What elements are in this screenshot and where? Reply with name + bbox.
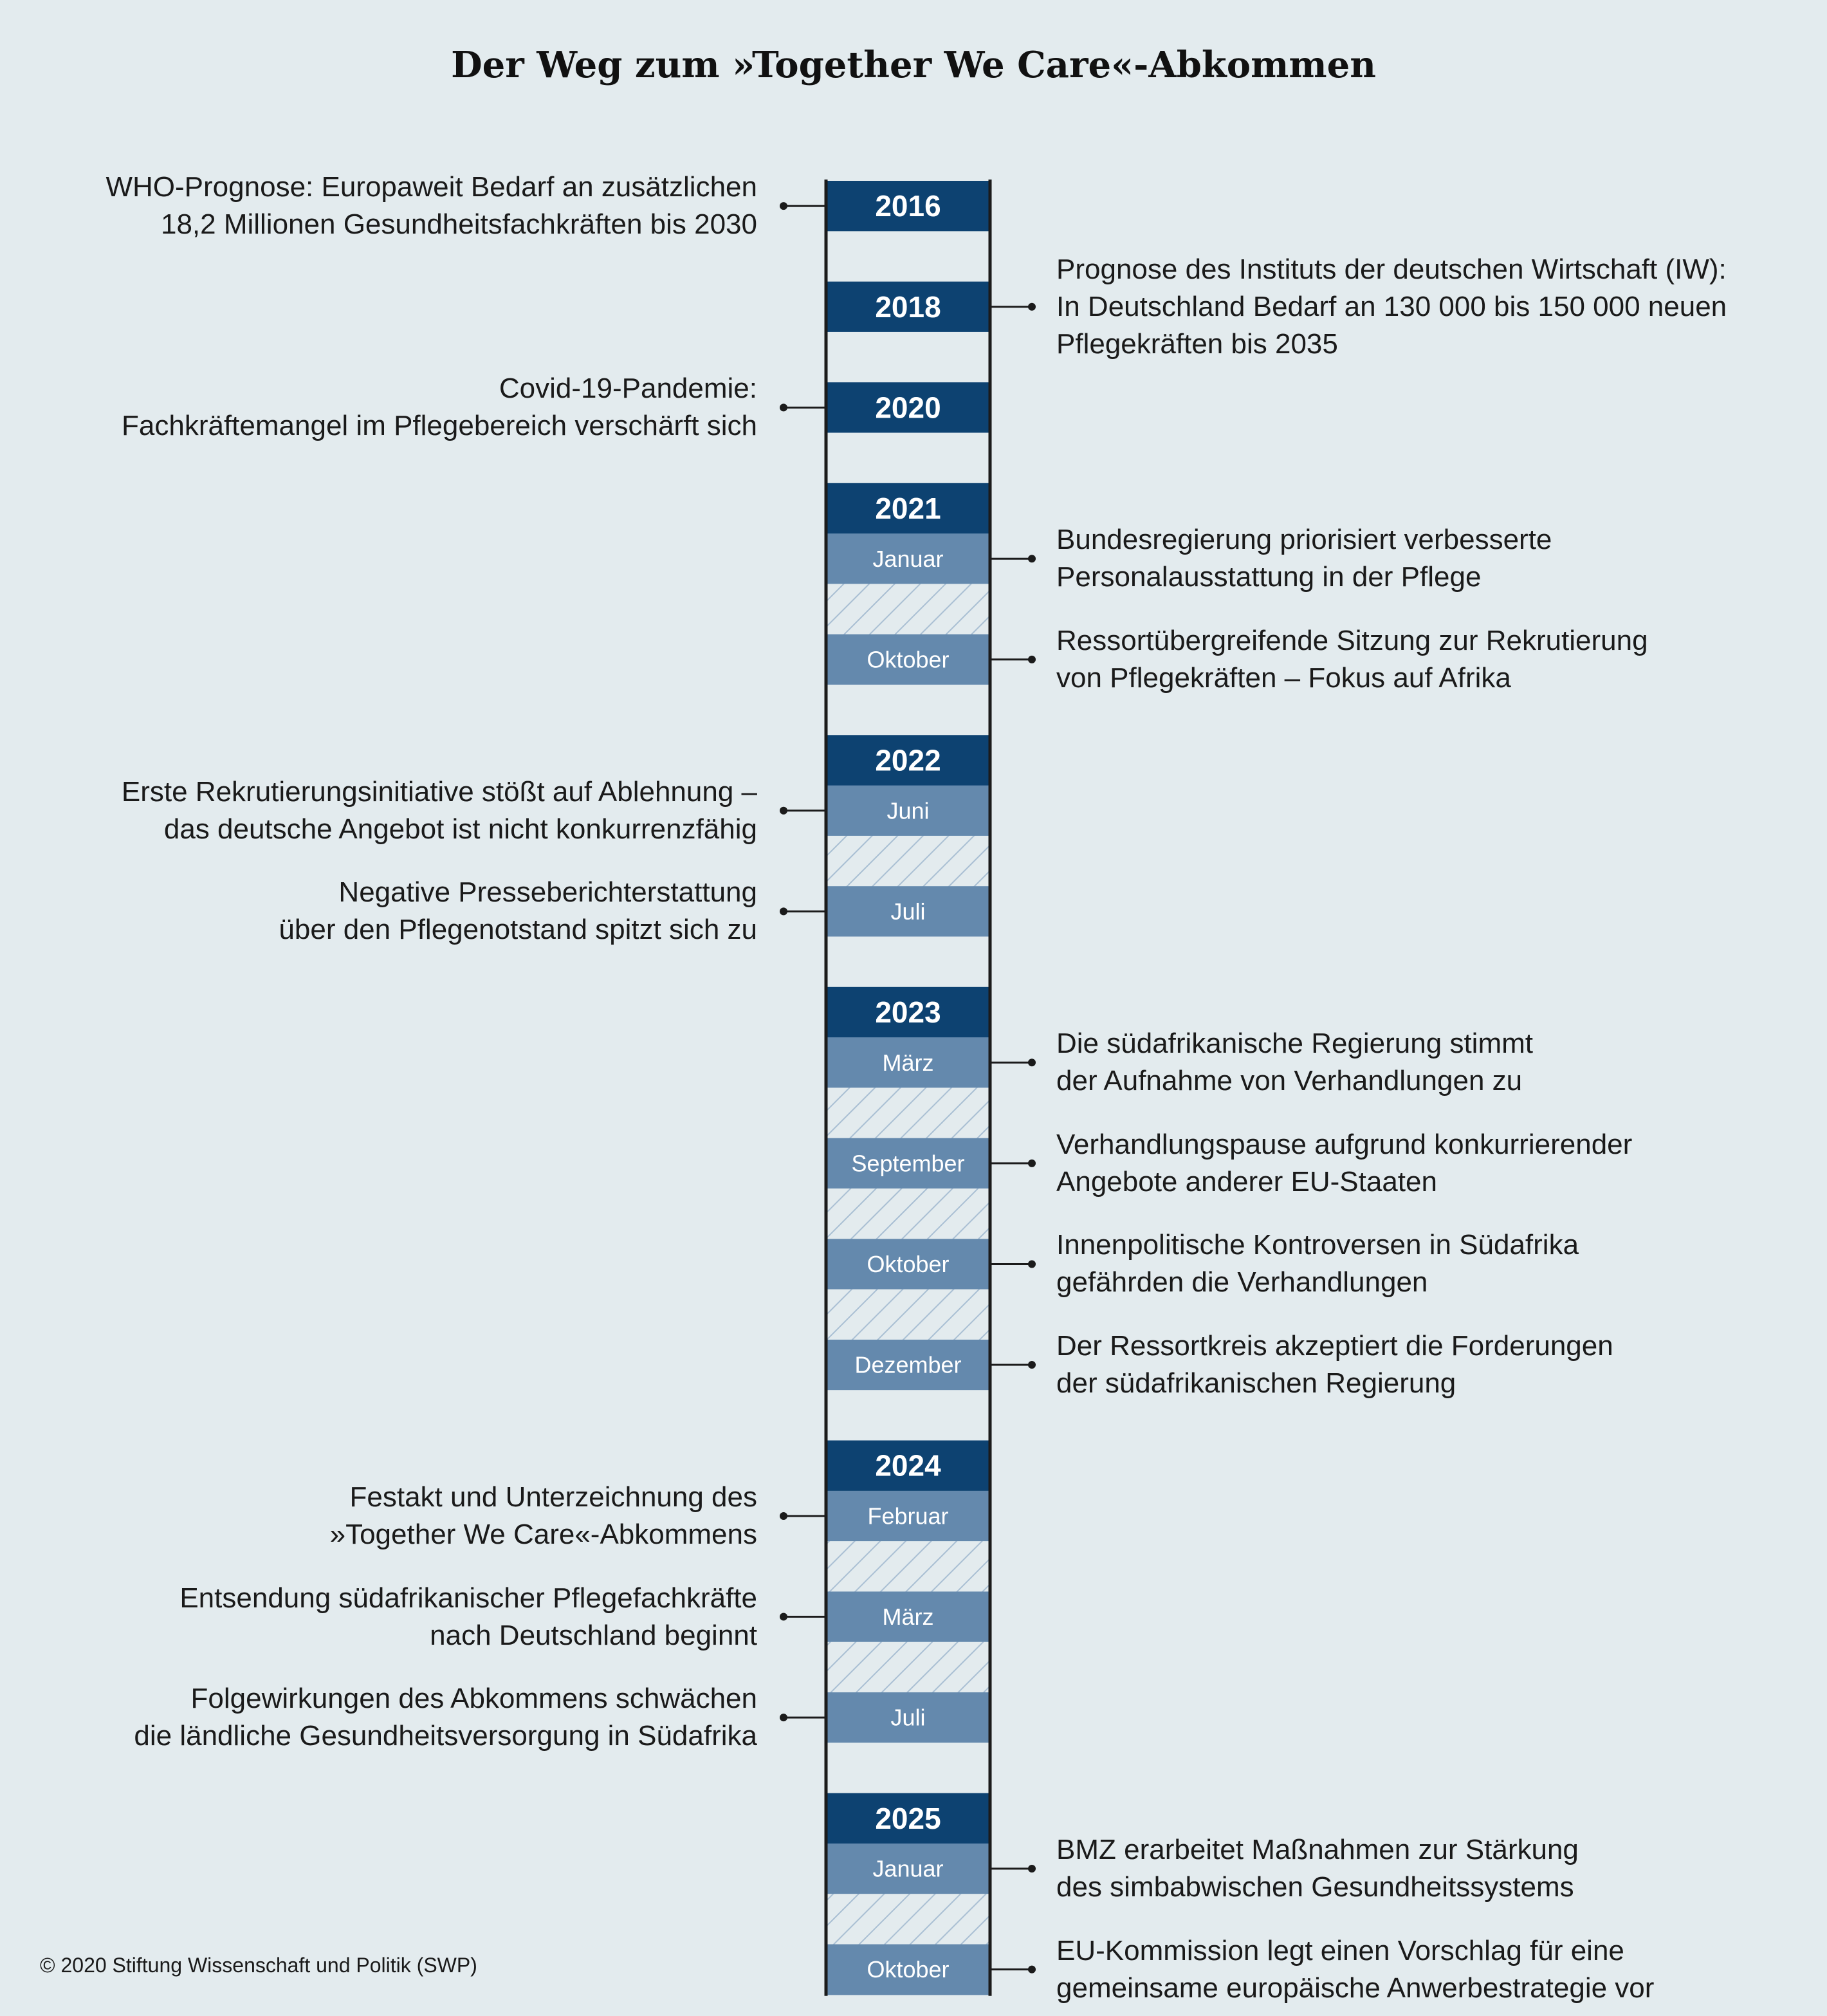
event-text [1056, 1327, 1613, 1402]
hatched-gap [826, 1290, 990, 1340]
hatched-gap [826, 1894, 990, 1945]
event-text-line: die ländliche Gesundheitsversorgung in Südafrika [134, 1720, 757, 1752]
event-text-line: Prognose des Instituts der deutschen Wirtschaft (IW): [1056, 254, 1727, 285]
event-text [279, 874, 757, 948]
year-label: 2022 [875, 743, 941, 777]
connector-dot [780, 202, 787, 210]
event-text-line: gemeinsame europäische Anwerbestrategie vor [1056, 1972, 1655, 2004]
event-text [122, 773, 757, 848]
month-label: März [882, 1049, 934, 1076]
event-text-line: EU-Kommission legt einen Vorschlag für eine [1056, 1935, 1624, 1966]
hatched-gap [826, 1642, 990, 1693]
event-text-line: von Pflegekräften – Fokus auf Afrika [1056, 662, 1511, 694]
year-label: 2024 [875, 1448, 941, 1483]
event-text-line: gefährden die Verhandlungen [1056, 1266, 1428, 1298]
timeline-blocks [826, 181, 990, 1995]
event-text-line: über den Pflegenotstand spitzt sich zu [279, 914, 757, 945]
copyright-footer: © 2020 Stiftung Wissenschaft und Politik (SWP) [40, 1954, 477, 1977]
event-text-line: der südafrikanischen Regierung [1056, 1367, 1456, 1399]
event-text-line: Pflegekräften bis 2035 [1056, 328, 1338, 360]
event-text [179, 1580, 757, 1654]
connector-dot [1028, 1059, 1036, 1066]
event-text-line: Innenpolitische Kontroversen in Südafrika [1056, 1229, 1579, 1261]
event-text-line: der Aufnahme von Verhandlungen zu [1056, 1065, 1523, 1096]
event-text-line: 18,2 Millionen Gesundheitsfachkräften bis 2030 [160, 208, 757, 240]
event-text-line: Ressortübergreifende Sitzung zur Rekrutierung [1056, 625, 1648, 656]
year-label: 2023 [875, 995, 941, 1029]
month-label: Dezember [854, 1351, 962, 1378]
page-title: Der Weg zum »Together We Care«-Abkommen [451, 44, 1376, 86]
event-text-line: das deutsche Angebot ist nicht konkurrenzfähig [163, 813, 757, 845]
month-label: Oktober [867, 646, 950, 673]
spacer-gap [826, 433, 990, 484]
month-label: Oktober [867, 1250, 950, 1277]
event-text-line: Covid-19-Pandemie: [499, 373, 757, 404]
connector-dot [1028, 656, 1036, 663]
hatched-gap [826, 1188, 990, 1239]
spacer-gap [826, 937, 990, 988]
connector-dot [1028, 1160, 1036, 1167]
connector-dot [1028, 1260, 1036, 1268]
connector-dot [780, 1512, 787, 1520]
month-label: September [851, 1150, 965, 1177]
spacer-gap [826, 231, 990, 282]
month-label: März [882, 1604, 934, 1631]
event-text-line: Fachkräftemangel im Pflegebereich verschärft sich [122, 410, 757, 441]
month-label: Juni [886, 797, 930, 824]
connector-dot [1028, 1865, 1036, 1873]
month-label: Januar [872, 545, 944, 572]
hatched-gap [826, 836, 990, 887]
event-text-line: Negative Presseberichterstattung [338, 876, 757, 908]
event-text-line: nach Deutschland beginnt [430, 1620, 757, 1651]
event-text-line: Personalausstattung in der Pflege [1056, 561, 1482, 593]
year-label: 2016 [875, 189, 941, 223]
connector-dot [1028, 1966, 1036, 1974]
hatched-gap [826, 584, 990, 634]
event-text [1056, 1025, 1533, 1100]
spacer-gap [826, 1390, 990, 1441]
connector-dot [1028, 555, 1036, 562]
year-label: 2021 [875, 491, 941, 525]
connector-dot [1028, 303, 1036, 311]
event-text-line: WHO-Prognose: Europaweit Bedarf an zusätzlichen [106, 171, 757, 203]
event-text-line: Verhandlungspause aufgrund konkurrierender [1056, 1129, 1633, 1160]
event-text [134, 1680, 757, 1755]
event-text-line: In Deutschland Bedarf an 130 000 bis 150 000 neuen [1056, 291, 1727, 322]
event-text-line: Der Ressortkreis akzeptiert die Forderungen [1056, 1330, 1613, 1362]
event-text-line: Bundesregierung priorisiert verbesserte [1056, 524, 1552, 555]
event-text [122, 370, 757, 445]
event-text-line: des simbabwischen Gesundheitssystems [1056, 1871, 1574, 1903]
event-text [106, 169, 758, 243]
event-text-line: Festakt und Unterzeichnung des [349, 1481, 757, 1513]
month-label: Juli [890, 898, 926, 925]
event-text [1056, 251, 1727, 363]
event-text [1056, 1226, 1579, 1301]
spacer-gap [826, 332, 990, 383]
month-label: Februar [867, 1503, 949, 1530]
connector-dot [780, 403, 787, 411]
event-text-line: Entsendung südafrikanischer Pflegefachkräfte [179, 1582, 757, 1614]
event-text [1056, 521, 1552, 596]
event-text [1056, 1831, 1579, 1906]
connector-dot [1028, 1361, 1036, 1369]
connector-dot [780, 907, 787, 915]
month-label: Juli [890, 1704, 926, 1731]
event-text-line: Folgewirkungen des Abkommens schwächen [190, 1683, 757, 1714]
event-text [1056, 1932, 1654, 2007]
event-text [330, 1479, 757, 1553]
connector-dot [780, 1714, 787, 1721]
spacer-gap [826, 685, 990, 735]
connector-dot [780, 807, 787, 815]
event-text-line: BMZ erarbeitet Maßnahmen zur Stärkung [1056, 1834, 1579, 1865]
year-label: 2018 [875, 290, 941, 324]
event-text-line: Angebote anderer EU-Staaten [1056, 1166, 1437, 1198]
month-label: Oktober [867, 1956, 950, 1983]
hatched-gap [826, 1087, 990, 1138]
event-text-line: Erste Rekrutierungsinitiative stößt auf Ablehnung – [121, 776, 757, 808]
event-text-line: Die südafrikanische Regierung stimmt [1056, 1028, 1533, 1059]
connector-dot [780, 1613, 787, 1621]
event-text [1056, 1126, 1632, 1201]
hatched-gap [826, 1541, 990, 1592]
year-label: 2020 [875, 391, 941, 425]
year-label: 2025 [875, 1801, 941, 1835]
spacer-gap [826, 1743, 990, 1793]
month-label: Januar [872, 1855, 944, 1882]
event-text-line: »Together We Care«-Abkommens [329, 1519, 757, 1550]
event-text [1056, 622, 1648, 697]
